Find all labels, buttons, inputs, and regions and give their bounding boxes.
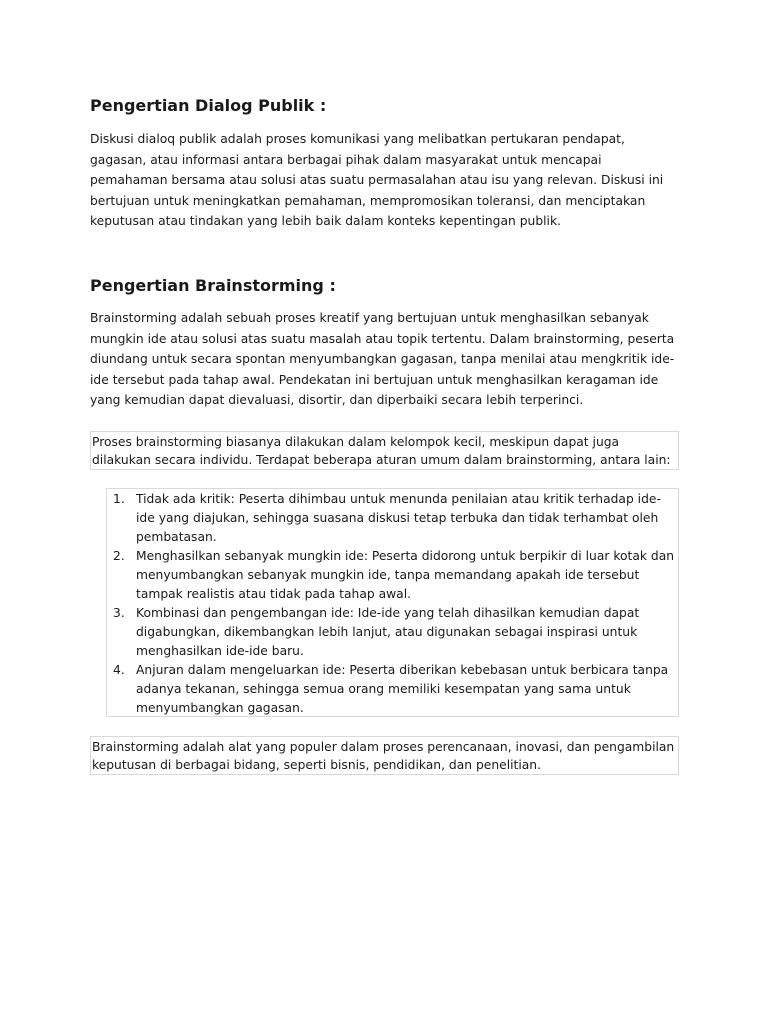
rule-item — [113, 661, 675, 718]
rules-list — [113, 490, 675, 718]
rule-text: Tidak ada kritik: Peserta dihimbau untuk menunda penilaian atau kritik terhadap ide-ide yang diajukan, sehingga suasana diskusi tetap terbuka dan tidak terhambat oleh pembatasan. — [136, 492, 661, 544]
rule-number: 2. — [113, 549, 125, 563]
rule-item — [113, 490, 675, 547]
closing-text: Brainstorming adalah alat yang populer dalam proses perencanaan, inovasi, dan pengambilan keputusan di berbagai bidang, seperti bisnis, pendidikan, dan penelitian. — [92, 740, 675, 772]
rule-number: 4. — [113, 663, 125, 677]
rule-item — [113, 547, 675, 604]
closing-box — [90, 736, 679, 775]
rules-list-box — [106, 488, 679, 717]
dialog-paragraph: Diskusi dialoq publik adalah proses komunikasi yang melibatkan pertukaran pendapat, gagasan, atau informasi antara berbagai pihak dalam masyarakat untuk mencapai pemahaman bersama atau solusi atas suatu permasalahan atau isu yang relevan. Diskusi ini bertujuan untuk meningkatkan pemahaman, mempromosikan toleransi, dan menciptakan keputusan atau tindakan yang lebih baik dalam konteks kepentingan publik. — [90, 132, 664, 229]
brainstorming-paragraph: Brainstorming adalah sebuah proses kreatif yang bertujuan untuk menghasilkan sebanyak mungkin ide atau solusi atas suatu masalah atau topik tertentu. Dalam brainstorming, peserta diundang untuk secara spontan menyumbangkan gagasan, tanpa menilai atau mengkritik ide-ide tersebut pada tahap awal. Pendekatan ini bertujuan untuk menghasilkan keragaman ide yang kemudian dapat dievaluasi, disortir, dan diperbaiki secara lebih terperinci. — [90, 311, 675, 408]
rule-number: 1. — [113, 492, 125, 506]
rule-number: 3. — [113, 606, 125, 620]
process-intro-box — [90, 431, 679, 470]
rule-text: Anjuran dalam mengeluarkan ide: Peserta diberikan kebebasan untuk berbicara tanpa adanya tekanan, sehingga semua orang memiliki kesempatan yang sama untuk menyumbangkan gagasan. — [136, 663, 669, 715]
brainstorming-heading: Pengertian Brainstorming : — [90, 276, 336, 295]
rule-text: Menghasilkan sebanyak mungkin ide: Peserta didorong untuk berpikir di luar kotak dan menyumbangkan sebanyak mungkin ide, tanpa memandang apakah ide tersebut tampak realistis atau tidak pada tahap awal. — [136, 549, 675, 601]
rule-item — [113, 604, 675, 661]
dialog-heading: Pengertian Dialog Publik : — [90, 96, 327, 115]
rule-text: Kombinasi dan pengembangan ide: Ide-ide yang telah dihasilkan kemudian dapat digabungkan, dikembangkan lebih lanjut, atau digunakan sebagai inspirasi untuk menghasilkan ide-ide baru. — [136, 606, 640, 658]
process-intro-text: Proses brainstorming biasanya dilakukan dalam kelompok kecil, meskipun dapat juga dilakukan secara individu. Terdapat beberapa aturan umum dalam brainstorming, antara lain: — [92, 435, 671, 467]
